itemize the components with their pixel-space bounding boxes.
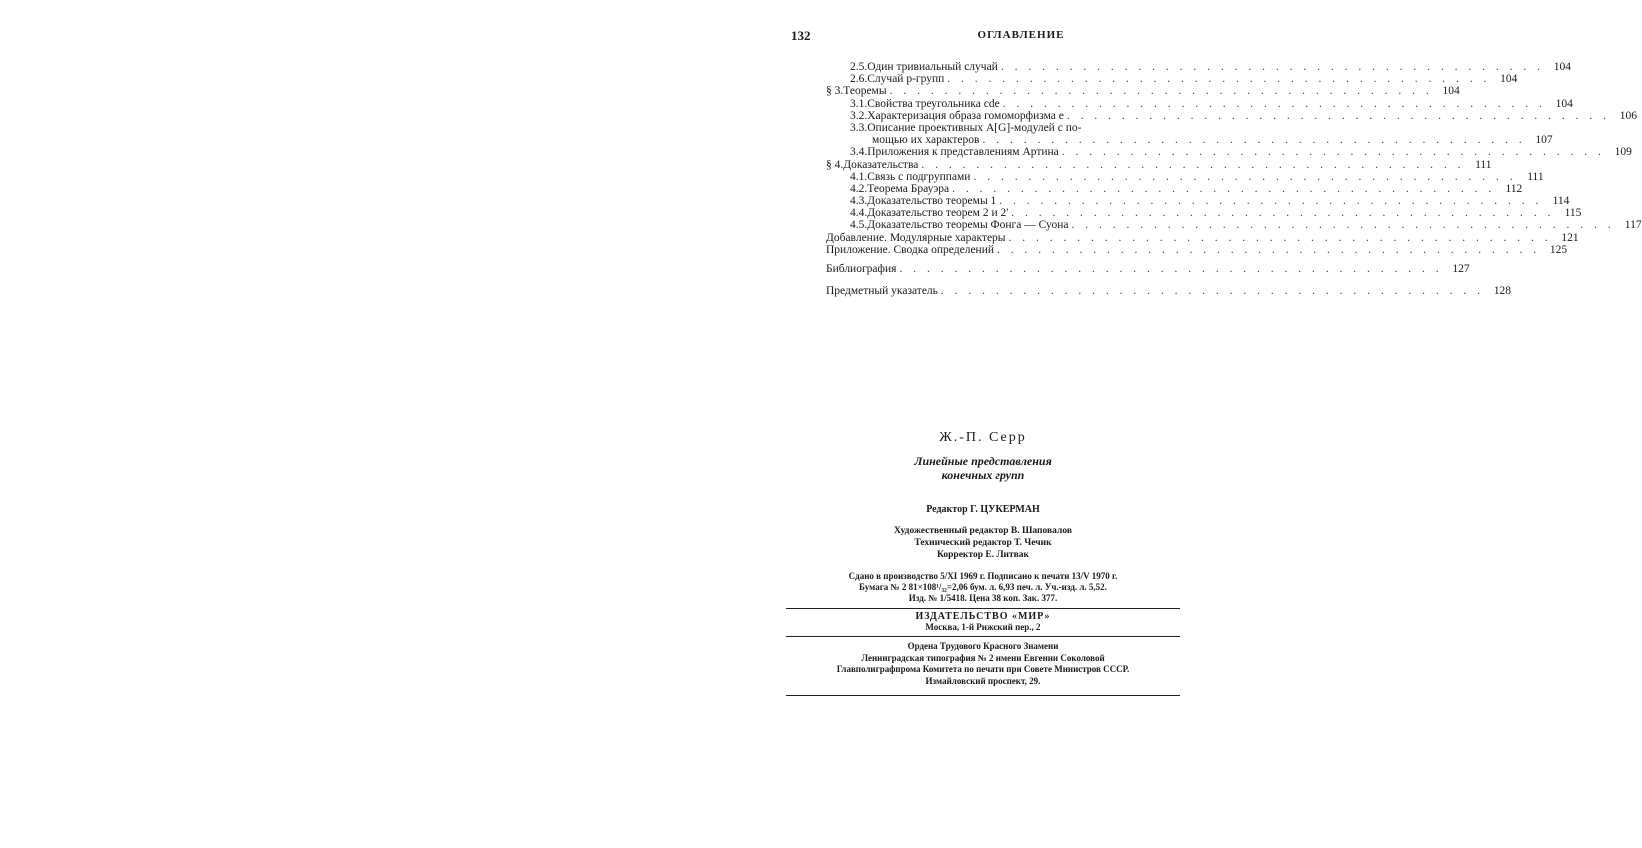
toc-entry <box>826 61 1571 73</box>
printer-line-4: Измайловский проспект, 29. <box>925 675 1041 686</box>
toc-leader-dots: . . . . . . . . . . . . . . . . . . . . . . . . . . . . . . . . . . . . . . . . <box>952 182 1496 195</box>
toc-entry-title <box>850 183 949 195</box>
toc-page-number: 127 <box>1452 263 1470 275</box>
toc-page-number: 112 <box>1505 182 1523 195</box>
toc-entry-number: 4.2. <box>850 182 868 195</box>
toc-entry-number: 4.3. <box>850 195 868 208</box>
toc-entry-title <box>850 73 944 85</box>
toc-entry-text: Случай p-групп <box>867 73 945 86</box>
toc-page-number: 111 <box>1527 170 1544 183</box>
toc-page-number: 114 <box>1552 195 1570 208</box>
stats-line-2: Бумага № 2 81×108¹/₃₂=2,06 бум. л. 6,93 печ. л. Уч.-изд. л. 5,52. <box>859 582 1107 592</box>
toc-page-number: 121 <box>1561 231 1579 244</box>
toc-entry-number: § 4. <box>826 158 844 171</box>
toc-entry <box>826 158 1492 171</box>
toc-page-number: 107 <box>1535 134 1553 147</box>
toc-entry-title <box>850 110 1064 122</box>
table-of-contents <box>826 61 1642 298</box>
toc-page-number: 104 <box>1555 97 1573 110</box>
toc-entry-number: 4.5. <box>850 219 868 232</box>
staff-credits <box>786 525 1180 561</box>
toc-entry-number: 2.5. <box>850 61 868 73</box>
toc-page-number: 125 <box>1549 243 1568 256</box>
toc-leader-dots: . . . . . . . . . . . . . . . . . . . . . . . . . . . . . . . . . . . . . . . . <box>1002 97 1546 110</box>
toc-entry-text: Описание проективных A[G]-модулей с по- <box>867 121 1082 134</box>
toc-entry <box>826 85 1460 98</box>
toc-entry <box>826 263 1470 275</box>
toc-page-number: 109 <box>1614 146 1632 159</box>
publisher-name: ИЗДАТЕЛЬСТВО «МИР» <box>915 611 1051 622</box>
toc-entry-text: мощью их характеров <box>872 134 980 147</box>
running-title: ОГЛАВЛЕНИЕ <box>977 29 1065 41</box>
toc-entry <box>826 195 1570 208</box>
divider <box>786 608 1180 609</box>
toc-leader-dots: . . . . . . . . . . . . . . . . . . . . . . . . . . . . . . . . . . . . . . . . <box>999 195 1543 208</box>
toc-leader-dots: . . . . . . . . . . . . . . . . . . . . . . . . . . . . . . . . . . . . . . . . <box>982 134 1526 147</box>
toc-entry-text: Характеризация образа гомоморфизма e <box>867 109 1064 122</box>
print-stats <box>786 571 1180 604</box>
toc-leader-dots: . . . . . . . . . . . . . . . . . . . . . . . . . . . . . . . . . . . . . . . . <box>1071 219 1615 232</box>
toc-leader-dots: . . . . . . . . . . . . . . . . . . . . . . . . . . . . . . . . . . . . . . . . <box>1000 61 1544 73</box>
toc-entry-text: Приложение. Сводка определений <box>826 243 995 256</box>
toc-entry-title <box>850 146 1059 158</box>
printer-line-3: Главполиграфпрома Комитета по печати при Совете Министров СССР. <box>836 664 1130 674</box>
toc-page-number: 104 <box>1442 85 1460 98</box>
toc-entry <box>826 109 1638 122</box>
divider <box>786 636 1180 637</box>
toc-leader-dots: . . . . . . . . . . . . . . . . . . . . . . . . . . . . . . . . . . . . . . . . <box>1011 207 1555 220</box>
toc-entry-title <box>850 207 1008 219</box>
toc-entry <box>826 231 1579 244</box>
book-title-line-2: конечных групп <box>941 468 1025 482</box>
toc-leader-dots: . . . . . . . . . . . . . . . . . . . . . . . . . . . . . . . . . . . . . . . . <box>973 170 1517 183</box>
toc-entry-text: Связь с подгруппами <box>867 170 971 183</box>
toc-entry <box>826 73 1518 86</box>
toc-entry-number: 3.3. <box>850 121 868 134</box>
toc-leader-dots: . . . . . . . . . . . . . . . . . . . . . . . . . . . . . . . . . . . . . . . . <box>899 263 1443 275</box>
toc-entry-number: 4.1. <box>850 170 868 183</box>
toc-leader-dots: . . . . . . . . . . . . . . . . . . . . . . . . . . . . . . . . . . . . . . . . <box>889 85 1433 98</box>
toc-entry-text: Доказательство теоремы Фонга — Суона <box>867 219 1069 232</box>
publisher-address: Москва, 1-й Рижский пер., 2 <box>925 622 1041 632</box>
toc-leader-dots: . . . . . . . . . . . . . . . . . . . . . . . . . . . . . . . . . . . . . . . . <box>1008 231 1552 244</box>
printer-line-1: Ордена Трудового Красного Знамени <box>907 641 1059 651</box>
toc-entry-number: 3.4. <box>850 146 868 159</box>
toc-leader-dots: . . . . . . . . . . . . . . . . . . . . . . . . . . . . . . . . . . . . . . . . <box>1066 109 1611 122</box>
toc-entry-text: Предметный указатель <box>826 285 938 298</box>
toc-entry-number: 3.1. <box>850 97 868 110</box>
toc-entry-title <box>826 244 994 256</box>
toc-page-number: 104 <box>1500 73 1518 86</box>
tech-editor-credit: Технический редактор Т. Чечик <box>914 538 1052 548</box>
toc-entry-text: Доказательство теоремы 1 <box>867 195 997 208</box>
toc-leader-dots: . . . . . . . . . . . . . . . . . . . . . . . . . . . . . . . . . . . . . . . . <box>940 285 1485 298</box>
toc-entry-text: Библиография <box>826 263 897 275</box>
toc-page-number: 117 <box>1624 219 1642 232</box>
toc-entry-title <box>826 285 938 297</box>
toc-entry-title <box>826 159 918 171</box>
toc-entry-text: Добавление. Модулярные характеры <box>826 231 1006 244</box>
toc-page-number: 106 <box>1619 109 1638 122</box>
toc-entry-title <box>850 134 979 146</box>
toc-entry-title <box>850 195 996 207</box>
toc-page-number: 111 <box>1475 158 1492 171</box>
toc-entry-text: Один тривиальный случай <box>867 61 998 73</box>
toc-entry-title <box>850 98 1000 110</box>
toc-entry <box>826 146 1632 159</box>
page-number: 132 <box>791 28 811 43</box>
toc-entry-title <box>850 219 1068 231</box>
toc-entry-number: § 3. <box>826 85 844 98</box>
toc-entry <box>826 170 1544 183</box>
toc-entry-title <box>826 85 887 97</box>
toc-entry <box>826 285 1512 298</box>
toc-entry-title <box>850 122 1081 134</box>
toc-entry <box>826 243 1568 256</box>
toc-entry <box>826 182 1523 195</box>
toc-leader-dots: . . . . . . . . . . . . . . . . . . . . . . . . . . . . . . . . . . . . . . . . <box>997 243 1541 256</box>
art-editor-credit: Художественный редактор В. Шаповалов <box>894 526 1072 536</box>
proofreader-credit: Корректор Е. Литвак <box>936 550 1030 560</box>
book-title-line-1: Линейные представления <box>914 454 1052 468</box>
page-header <box>791 28 1171 46</box>
toc-entry-text: Доказательство теорем 2 и 2' <box>867 207 1009 220</box>
toc-leader-dots: . . . . . . . . . . . . . . . . . . . . . . . . . . . . . . . . . . . . . . . . <box>947 73 1491 86</box>
stats-line-1: Сдано в производство 5/XI 1969 г. Подписано к печати 13/V 1970 г. <box>848 571 1118 581</box>
toc-entry-text: Доказательства <box>843 158 919 171</box>
toc-entry <box>826 122 1172 134</box>
editor-credit: Редактор Г. ЦУКЕРМАН <box>926 504 1040 515</box>
toc-entry <box>826 219 1642 232</box>
toc-entry-text: Свойства треугольника cde <box>867 97 1000 110</box>
printer-info <box>786 641 1180 687</box>
toc-leader-dots: . . . . . . . . . . . . . . . . . . . . . . . . . . . . . . . . . . . . . . . . <box>921 158 1465 171</box>
toc-page-number: 104 <box>1553 61 1571 73</box>
toc-entry-title <box>850 61 998 73</box>
toc-entry-number: 4.4. <box>850 207 868 220</box>
stats-line-3: Изд. № 1/5418. Цена 38 коп. Зак. 377. <box>908 593 1058 603</box>
toc-entry-number: 2.6. <box>850 73 868 86</box>
imprint-block <box>786 430 1180 696</box>
toc-entry <box>826 207 1582 220</box>
printer-line-2: Ленинградская типография № 2 имени Евгении Соколовой <box>861 652 1105 663</box>
toc-entry-text: Теоремы <box>843 85 887 98</box>
toc-page-number: 128 <box>1493 285 1512 298</box>
toc-entry-title <box>850 171 970 183</box>
toc-entry-text: Теорема Брауэра <box>867 182 950 195</box>
toc-page-number: 115 <box>1564 207 1582 220</box>
toc-leader-dots: . . . . . . . . . . . . . . . . . . . . . . . . . . . . . . . . . . . . . . . . <box>1061 146 1605 159</box>
toc-entry-text: Приложения к представлениям Артина <box>867 146 1059 159</box>
toc-entry <box>826 134 1553 147</box>
toc-entry <box>826 97 1573 110</box>
toc-entry-number: 3.2. <box>850 109 868 122</box>
toc-entry-title <box>826 263 896 275</box>
author-name: Ж.-П. Серр <box>939 430 1027 445</box>
bottom-divider <box>786 695 1180 696</box>
toc-entry-title <box>826 232 1006 244</box>
